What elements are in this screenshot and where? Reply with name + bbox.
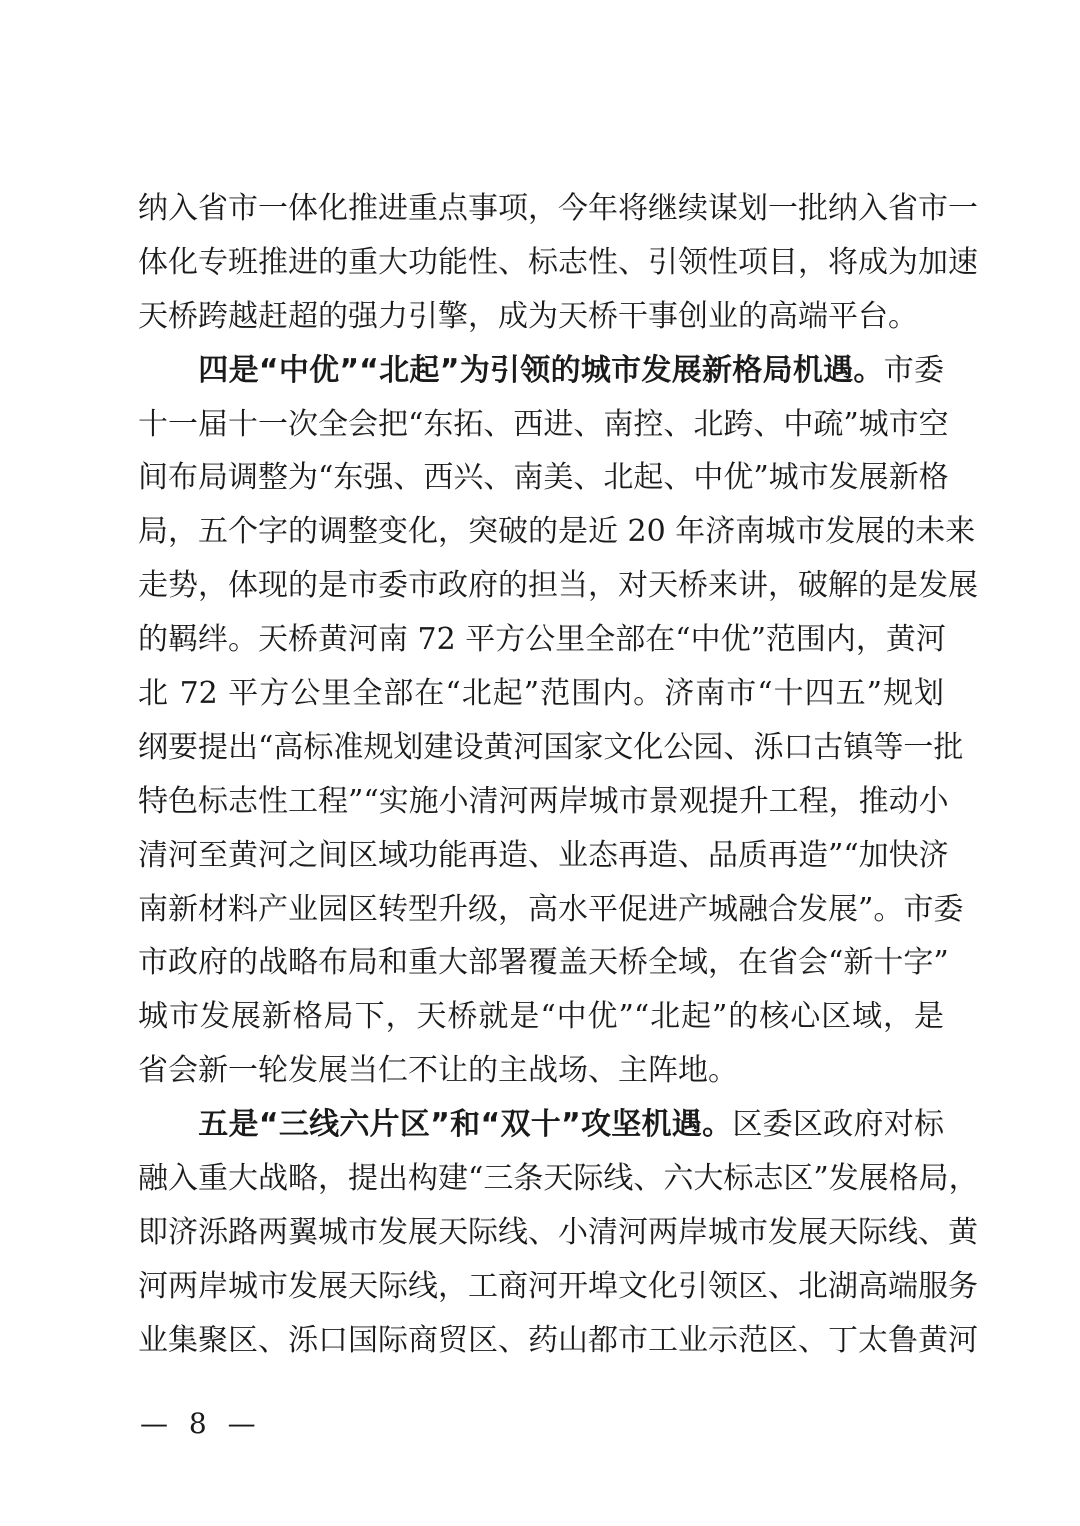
paragraph-line: 清河至黄河之间区域功能再造、业态再造、品质再造”“加快济	[138, 837, 949, 873]
paragraph-heading: 五是“三线六片区”和“双十”攻坚机遇。	[198, 1107, 733, 1143]
paragraph-line: 纳入省市一体化推进重点事项，今年将继续谋划一批纳入省市一	[138, 191, 978, 226]
paragraph-line: 市政府的战略布局和重大部署覆盖天桥全域，在省会“新十字”	[138, 945, 949, 981]
paragraph-line: 河两岸城市发展天际线，工商河开埠文化引领区、北湖高端服务	[138, 1268, 978, 1304]
paragraph-line: 体化专班推进的重大功能性、标志性、引领性项目，将成为加速	[138, 244, 978, 280]
paragraph-line: 纲要提出“高标准规划建设黄河国家文化公园、泺口古镇等一批	[138, 729, 964, 765]
paragraph-line: 南新材料产业园区转型升级，高水平促进产城融合发展”。市委	[138, 891, 964, 927]
paragraph-line: 即济泺路两翼城市发展天际线、小清河两岸城市发展天际线、黄	[138, 1214, 978, 1250]
paragraph-line: 的羁绊。天桥黄河南 72 平方公里全部在“中优”范围内，黄河	[138, 622, 946, 658]
paragraph-line: 特色标志性工程”“实施小清河两岸城市景观提升工程，推动小	[138, 783, 949, 819]
paragraph-line: 五是“三线六片区”和“双十”攻坚机遇。区委区政府对标	[198, 1107, 945, 1143]
page-number: — 8 —	[140, 1407, 262, 1440]
paragraph-line: 城市发展新格局下，天桥就是“中优”“北起”的核心区域，是	[138, 999, 944, 1035]
paragraph-line: 十一届十一次全会把“东拓、西进、南控、北跨、中疏”城市空	[138, 406, 949, 442]
paragraph-line: 省会新一轮发展当仁不让的主战场、主阵地。	[138, 1053, 738, 1089]
paragraph-line: 北 72 平方公里全部在“北起”范围内。济南市“十四五”规划	[138, 676, 944, 712]
paragraph-line: 四是“中优”“北起”为引领的城市发展新格局机遇。市委	[198, 352, 945, 388]
body-text	[138, 182, 979, 1368]
paragraph-line: 融入重大战略，提出构建“三条天际线、六大标志区”发展格局，	[138, 1161, 979, 1197]
paragraph-line: 间布局调整为“东强、西兴、南美、北起、中优”城市发展新格	[138, 460, 949, 496]
paragraph-line: 业集聚区、泺口国际商贸区、药山都市工业示范区、丁太鲁黄河	[138, 1322, 978, 1358]
paragraph-heading: 四是“中优”“北起”为引领的城市发展新格局机遇。	[198, 352, 884, 388]
paragraph-line: 天桥跨越赶超的强力引擎，成为天桥干事创业的高端平台。	[138, 298, 918, 334]
paragraph-line: 走势，体现的是市委市政府的担当，对天桥来讲，破解的是发展	[138, 568, 978, 604]
paragraph-line: 局，五个字的调整变化，突破的是近 20 年济南城市发展的未来	[138, 514, 976, 550]
